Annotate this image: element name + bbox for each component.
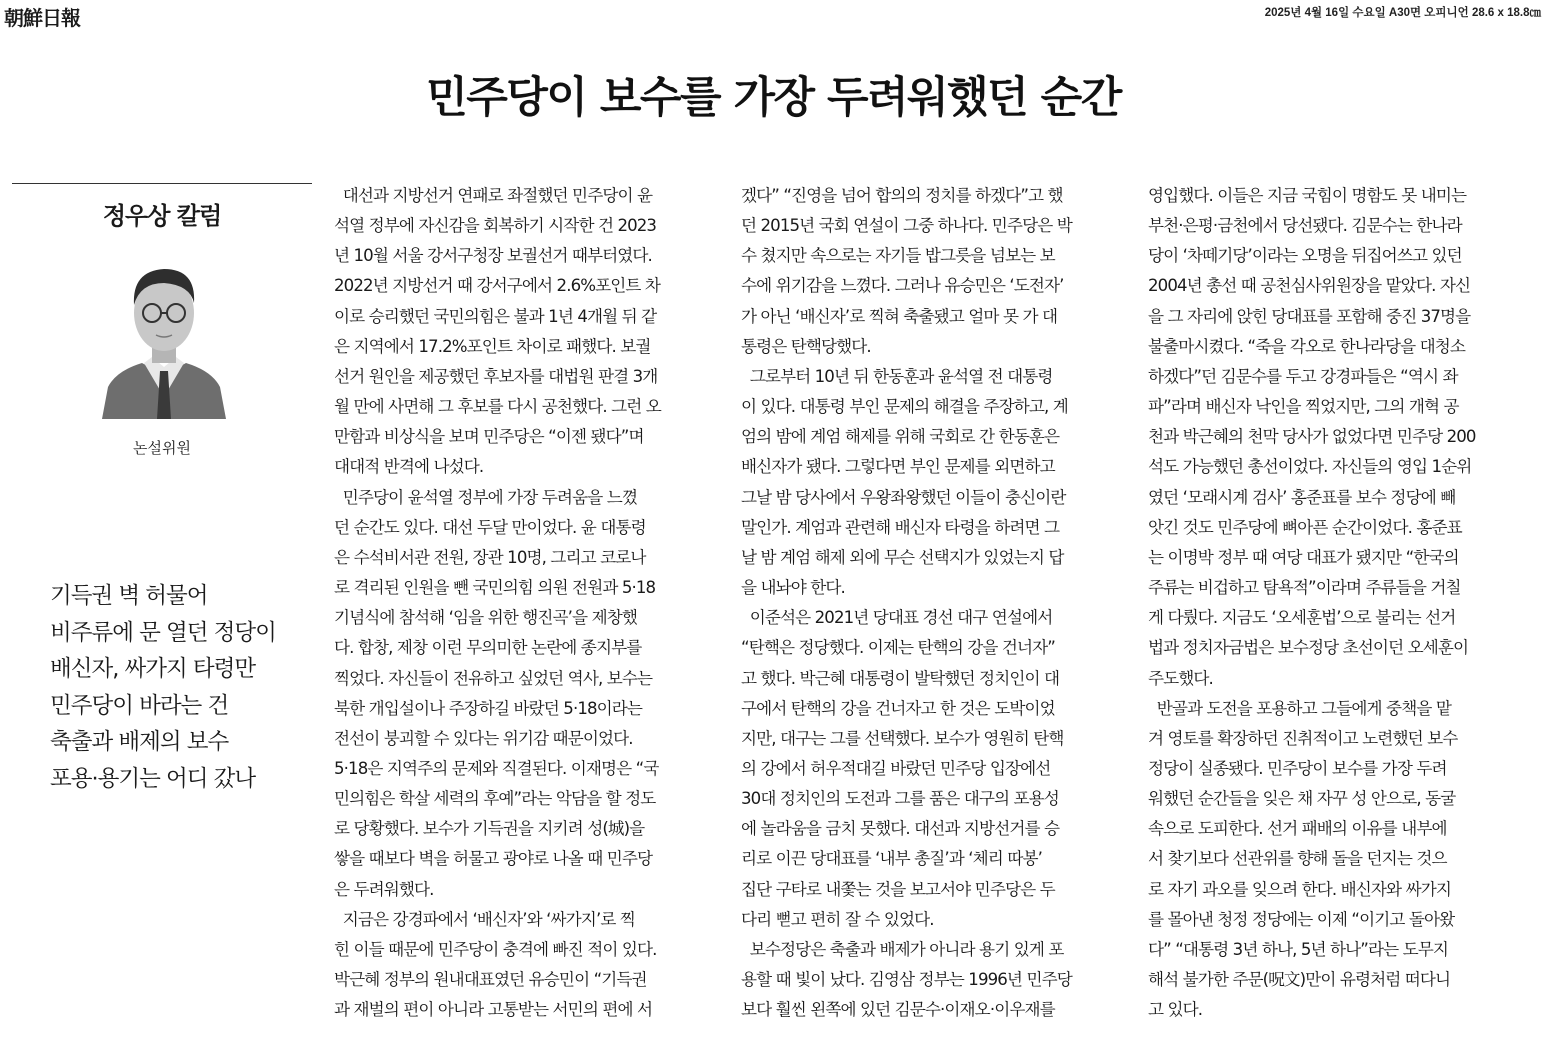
body-text-line: 가 아닌 ‘배신자’로 찍혀 축출됐고 얼마 못 가 대 — [741, 306, 1058, 326]
pull-quote-line: 축출과 배제의 보수 — [50, 729, 229, 755]
body-text-line: 였던 ‘모래시계 검사’ 홍준표를 보수 정당에 빼 — [1148, 487, 1456, 507]
body-text-line: 이준석은 2021년 당대표 경선 대구 연설에서 — [741, 608, 1053, 628]
body-text-line: 다” “대통령 3년 하나, 5년 하나”라는 도무지 — [1148, 939, 1448, 959]
body-text-line: 배신자가 됐다. 그렇다면 부인 문제를 외면하고 — [741, 457, 1055, 477]
body-text-line: 만함과 비상식을 보며 민주당은 “이젠 됐다”며 — [334, 427, 644, 447]
body-text-line: 던 2015년 국회 연설이 그중 하나다. 민주당은 박 — [741, 216, 1072, 236]
body-text-line: 서 찾기보다 선관위를 향해 돌을 던지는 것으 — [1148, 849, 1447, 869]
body-text-line: 보다 훨씬 왼쪽에 있던 김문수·이재오·이우재를 — [741, 1000, 1055, 1020]
body-text-line: 천과 박근혜의 천막 당사가 없었다면 민주당 200 — [1148, 427, 1476, 447]
body-text-line: 은 수석비서관 전원, 장관 10명, 그리고 코로나 — [334, 547, 646, 567]
body-text-line: 다리 뻗고 편히 잘 수 있었다. — [741, 909, 934, 929]
body-text-line: 엄의 밤에 계엄 해제를 위해 국회로 간 한동훈은 — [741, 427, 1060, 447]
body-text-line: 불출마시켰다. “죽을 각오로 한나라당을 대청소 — [1148, 336, 1466, 356]
body-text-line: 대대적 반격에 나섰다. — [334, 457, 484, 477]
author-byline: 논설위원 — [133, 439, 191, 457]
article-column-3 — [1148, 181, 1532, 1025]
body-text-line: 그로부터 10년 뒤 한동훈과 윤석열 전 대통령 — [741, 366, 1053, 386]
pull-quote-line: 민주당이 바라는 건 — [50, 692, 229, 719]
body-text-line: 속으로 도피한다. 선거 패배의 이유를 내부에 — [1148, 819, 1447, 839]
body-text-line: 기념식에 참석해 ‘임을 위한 행진곡’을 제창했 — [334, 608, 637, 628]
body-text-line: 은 두려워했다. — [334, 879, 434, 899]
pull-quote — [50, 578, 312, 797]
column-sidebar — [12, 183, 312, 457]
body-text-line: 다. 합창, 제창 이런 무의미한 논란에 종지부를 — [334, 638, 642, 658]
body-text-line: 북한 개입설이나 주장하길 바랐던 5·18이라는 — [334, 698, 643, 718]
body-text-line: 하겠다”던 김문수를 두고 강경파들은 “역시 좌 — [1148, 366, 1458, 386]
article-column-2 — [741, 181, 1125, 1025]
body-text-line: 의 강에서 허우적대길 바랐던 민주당 입장에선 — [741, 758, 1051, 778]
body-text-line: 부천·은평·금천에서 당선됐다. 김문수는 한나라 — [1148, 216, 1462, 236]
body-text-line: 파”라며 배신자 낙인을 찍었지만, 그의 개혁 공 — [1148, 397, 1459, 417]
body-text-line: 5·18은 지역주의 문제와 직결된다. 이재명은 “국 — [334, 758, 659, 778]
body-text-line: 주도했다. — [1148, 668, 1213, 688]
body-text-line: 대선과 지방선거 연패로 좌절했던 민주당이 윤 — [334, 186, 653, 205]
body-text-line: 수 쳤지만 속으로는 자기들 밥그릇을 넘보는 보 — [741, 246, 1055, 266]
column-title: 정우상 칼럼 — [102, 202, 222, 230]
body-text-line: 해석 불가한 주문(呪文)만이 유령처럼 떠다니 — [1148, 970, 1451, 990]
publication-meta-line: 2025년 4월 16일 수요일 A30면 오피니언 28.6 x 18.8㎝ — [1264, 7, 1541, 19]
body-text-line: 던 순간도 있다. 대선 두달 만이었다. 윤 대통령 — [334, 517, 646, 537]
body-text-line: 당이 ‘차떼기당’이라는 오명을 뒤집어쓰고 있던 — [1148, 246, 1462, 266]
body-text-line: 이 있다. 대통령 부인 문제의 해결을 주장하고, 계 — [741, 397, 1068, 417]
body-text-line: 앗긴 것도 민주당에 뼈아픈 순간이었다. 홍준표 — [1148, 517, 1462, 537]
body-text-line: 2004년 총선 때 공천심사위원장을 맡았다. 자신 — [1148, 276, 1471, 296]
pull-quote-line: 포용·용기는 어디 갔나 — [50, 765, 256, 792]
body-text-line: 석열 정부에 자신감을 회복하기 시작한 건 2023 — [334, 216, 657, 236]
body-text-line: 정당이 실종됐다. 민주당이 보수를 가장 두려 — [1148, 758, 1447, 778]
body-text-line: 그날 밤 당사에서 우왕좌왕했던 이들이 충신이란 — [741, 487, 1066, 507]
body-text-line: 힌 이들 때문에 민주당이 충격에 빠진 적이 있다. — [334, 939, 657, 959]
body-text-line: 겠다” “진영을 넘어 합의의 정치를 하겠다”고 했 — [741, 186, 1063, 205]
article-headline: 민주당이 보수를 가장 두려워했던 순간 — [426, 73, 1121, 123]
body-text-line: 고 있다. — [1148, 1000, 1203, 1020]
body-text-line: 을 그 자리에 앉힌 당대표를 포함해 중진 37명을 — [1148, 306, 1471, 326]
pull-quote-line: 비주류에 문 열던 정당이 — [50, 619, 276, 646]
body-text-line: 이로 승리했던 국민의힘은 불과 1년 4개월 뒤 같 — [334, 306, 657, 326]
body-text-line: 겨 영토를 확장하던 진취적이고 노련했던 보수 — [1148, 728, 1458, 748]
body-text-line: 로 자기 과오를 잊으려 한다. 배신자와 싸가지 — [1148, 879, 1451, 899]
body-text-line: “탄핵은 정당했다. 이제는 탄핵의 강을 건너자” — [741, 638, 1055, 658]
body-text-line: 지금은 강경파에서 ‘배신자’와 ‘싸가지’로 찍 — [334, 909, 635, 929]
body-text-line: 게 다뤘다. 지금도 ‘오세훈법’으로 불리는 선거 — [1148, 608, 1456, 628]
body-text-line: 통령은 탄핵당했다. — [741, 336, 871, 356]
body-text-line: 구에서 탄핵의 강을 건너자고 한 것은 도박이었 — [741, 698, 1055, 718]
pull-quote-line: 기득권 벽 허물어 — [50, 583, 208, 609]
author-portrait — [94, 247, 234, 419]
body-text-line: 날 밤 계엄 해제 외에 무슨 선택지가 있었는지 답 — [741, 547, 1064, 567]
body-text-line: 집단 구타로 내쫓는 것을 보고서야 민주당은 두 — [741, 879, 1055, 899]
body-text-line: 말인가. 계엄과 관련해 배신자 타령을 하려면 그 — [741, 517, 1060, 537]
body-text-line: 박근혜 정부의 원내대표였던 유승민이 “기득권 — [334, 970, 647, 990]
body-text-line: 지만, 대구는 그를 선택했다. 보수가 영원히 탄핵 — [741, 728, 1064, 748]
body-text-line: 석도 가능했던 총선이었다. 자신들의 영입 1순위 — [1148, 457, 1472, 477]
body-text-line: 전선이 붕괴할 수 있다는 위기감 때문이었다. — [334, 728, 633, 748]
body-text-line: 용할 때 빛이 났다. 김영삼 정부는 1996년 민주당 — [741, 970, 1072, 990]
body-text-line: 반골과 도전을 포용하고 그들에게 중책을 맡 — [1148, 698, 1451, 718]
body-text-line: 로 당황했다. 보수가 기득권을 지키려 성(城)을 — [334, 819, 645, 839]
body-text-line: 쌓을 때보다 벽을 허물고 광야로 나올 때 민주당 — [334, 849, 653, 869]
body-text-line: 영입했다. 이들은 지금 국힘이 명함도 못 내미는 — [1148, 186, 1467, 205]
body-text-line: 주류는 비겁하고 탐욕적”이라며 주류들을 거칠 — [1148, 578, 1461, 598]
body-text-line: 민의힘은 학살 세력의 후예”라는 악담을 할 정도 — [334, 789, 656, 809]
body-text-line: 선거 원인을 제공했던 후보자를 대법원 판결 3개 — [334, 366, 658, 386]
article-column-1 — [334, 181, 718, 1025]
body-text-line: 은 지역에서 17.2%포인트 차이로 패했다. 보궐 — [334, 336, 651, 356]
body-text-line: 수에 위기감을 느꼈다. 그러나 유승민은 ‘도전자’ — [741, 276, 1064, 296]
body-text-line: 월 만에 사면해 그 후보를 다시 공천했다. 그런 오 — [334, 397, 661, 417]
body-text-line: 로 격리된 인원을 뺀 국민의힘 의원 전원과 5·18 — [334, 578, 656, 598]
body-text-line: 를 몰아낸 청정 정당에는 이제 “이기고 돌아왔 — [1148, 909, 1455, 929]
body-text-line: 고 했다. 박근혜 대통령이 발탁했던 정치인이 대 — [741, 668, 1060, 688]
body-text-line: 는 이명박 정부 때 여당 대표가 됐지만 “한국의 — [1148, 547, 1459, 567]
body-text-line: 과 재벌의 편이 아니라 고통받는 서민의 편에 서 — [334, 1000, 653, 1020]
newspaper-masthead-logo: 朝鮮日報 — [4, 6, 80, 30]
body-text-line: 2022년 지방선거 때 강서구에서 2.6%포인트 차 — [334, 276, 661, 296]
body-text-line: 리로 이끈 당대표를 ‘내부 총질’과 ‘체리 따봉’ — [741, 849, 1042, 869]
sidebar-divider — [12, 183, 312, 184]
body-text-line: 법과 정치자금법은 보수정당 초선이던 오세훈이 — [1148, 638, 1469, 658]
pull-quote-line: 배신자, 싸가지 타령만 — [50, 656, 256, 682]
body-text-line: 찍었다. 자신들이 전유하고 싶었던 역사, 보수는 — [334, 668, 653, 688]
body-text-line: 년 10월 서울 강서구청장 보궐선거 때부터였다. — [334, 246, 652, 266]
body-text-line: 보수정당은 축출과 배제가 아니라 용기 있게 포 — [741, 939, 1064, 959]
body-text-line: 에 놀라움을 금치 못했다. 대선과 지방선거를 승 — [741, 819, 1060, 839]
body-text-line: 워했던 순간들을 잊은 채 자꾸 성 안으로, 동굴 — [1148, 789, 1456, 809]
body-text-line: 을 내놔야 한다. — [741, 578, 845, 598]
body-text-line: 민주당이 윤석열 정부에 가장 두려움을 느꼈 — [334, 487, 637, 507]
body-text-line: 30대 정치인의 도전과 그를 품은 대구의 포용성 — [741, 789, 1059, 809]
